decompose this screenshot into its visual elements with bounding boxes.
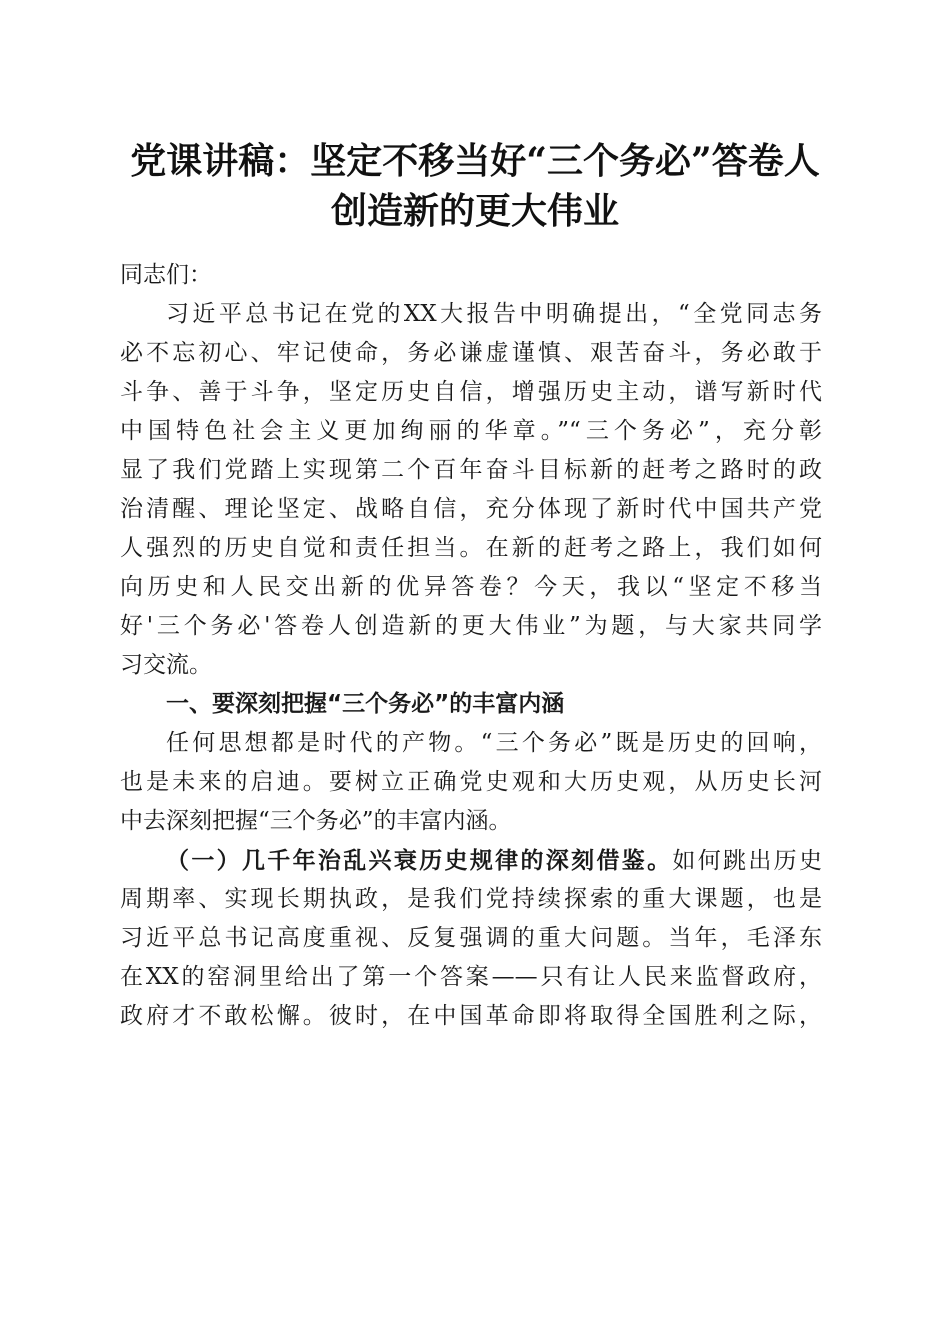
subsection-heading-1: （一）几千年治乱兴衰历史规律的深刻借鉴。: [166, 847, 673, 874]
paragraph-1: [120, 295, 822, 685]
text-line: 也是未来的启迪。要树立正确党史观和大历史观，从历史长河: [120, 769, 822, 795]
text-line: 人强烈的历史自觉和责任担当。在新的赶考之路上，我们如何: [120, 535, 822, 561]
text-line: 习近平总书记高度重视、反复强调的重大问题。当年，毛泽东: [120, 925, 822, 951]
text-line: 任何思想都是时代的产物。“三个务必”既是历史的回响，: [166, 730, 822, 756]
title-line-1: 党课讲稿：坚定不移当好“三个务必”答卷人: [130, 140, 820, 182]
text-line: 斗争、善于斗争，坚定历史自信，增强历史主动，谱写新时代: [120, 379, 822, 405]
text-line: 习近平总书记在党的XX大报告中明确提出，“全党同志务: [166, 301, 822, 327]
text-line: 习交流。: [120, 652, 212, 678]
text-line: 周期率、实现长期执政，是我们党持续探索的重大课题，也是: [120, 886, 822, 912]
salutation: 同志们：: [120, 262, 212, 288]
text-run: 如何跳出历史: [672, 848, 823, 874]
text-line: 中去深刻把握“三个务必”的丰富内涵。: [120, 808, 512, 834]
text-line: 好'三个务必'答卷人创造新的更大伟业”为题，与大家共同学: [120, 613, 822, 639]
text-line: 在XX的窑洞里给出了第一个答案——只有让人民来监督政府，: [120, 964, 822, 990]
paragraph-3: [120, 841, 822, 1036]
text-line: 向历史和人民交出新的优异答卷？今天，我以“坚定不移当: [120, 574, 822, 600]
text-line: 中国特色社会主义更加绚丽的华章。”“三个务必”，充分彰: [120, 418, 822, 444]
document-title: [110, 136, 840, 236]
title-line-2: 创造新的更大伟业: [330, 190, 619, 232]
section-heading-1: 一、要深刻把握“三个务必”的丰富内涵: [166, 691, 565, 717]
text-line: 政府才不敢松懈。彼时，在中国革命即将取得全国胜利之际，: [120, 1003, 822, 1029]
text-line: 显了我们党踏上实现第二个百年奋斗目标新的赶考之路时的政: [120, 457, 822, 483]
text-line: 必不忘初心、牢记使命，务必谦虚谨慎、艰苦奋斗，务必敢于: [120, 340, 822, 366]
text-line: [120, 841, 822, 880]
document-body: [120, 256, 822, 1036]
paragraph-2: [120, 724, 822, 841]
text-line: 治清醒、理论坚定、战略自信，充分体现了新时代中国共产党: [120, 496, 822, 522]
